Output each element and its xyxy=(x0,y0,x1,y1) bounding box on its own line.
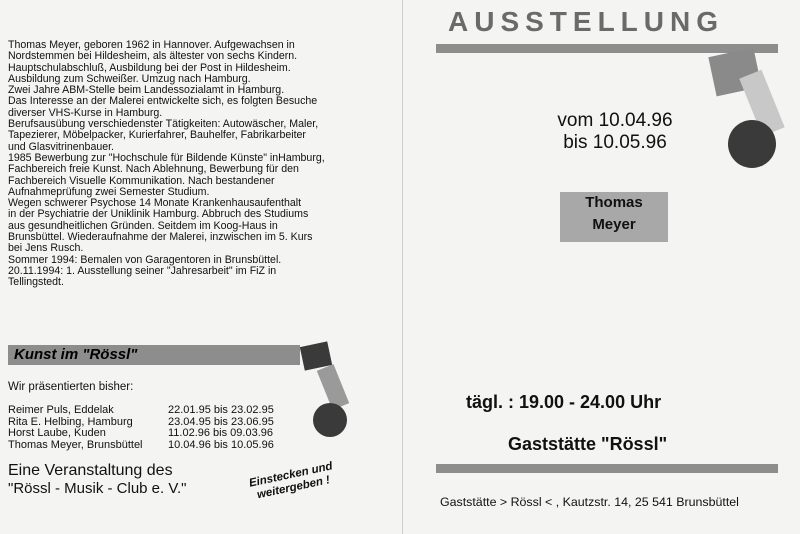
exhibition-dates: 23.04.95 bis 23.06.95 xyxy=(168,415,274,428)
logo-square xyxy=(300,341,332,370)
exhibition-artist: Rita E. Helbing, Hamburg xyxy=(8,415,133,428)
exhibition-dates: 11.02.96 bis 09.03.96 xyxy=(168,427,273,440)
exhibition-intro: Wir präsentierten bisher: xyxy=(8,381,134,393)
opening-hours: tägl. : 19.00 - 24.00 Uhr xyxy=(466,392,662,412)
page-title: AUSSTELLUNG xyxy=(448,6,724,37)
venue-address: Gaststätte > Rössl < , Kautzstr. 14, 25 541 Brunsbüttel xyxy=(440,495,739,509)
exhibition-dates: 22.01.95 bis 23.02.95 xyxy=(168,404,274,416)
logo-circle xyxy=(728,120,776,168)
list-item xyxy=(8,440,318,452)
organizer-line-1: Eine Veranstaltung des xyxy=(8,462,173,479)
fold-line xyxy=(402,0,403,534)
exhibition-artist: Horst Laube, Kuden xyxy=(8,427,106,440)
biography-text: Thomas Meyer, geboren 1962 in Hannover. Aufgewachsen in Nordstemmen bei Hildesheim, als ältester von sechs Kindern. Hauptschulabschluß, Ausbildung bei der Post in Hildesheim. Ausbildung zum Schweißer. Umzug nach Hamburg. Zwei Jahre ABM-Stelle beim Landessozialamt in Hamburg. Das Interesse an der Malerei entwickelte sich, es folgten Besuche diverser VHS-Kurse in Hamburg. Berufsausübung verschiedenster Tätigkeiten: Autowäscher, Maler, Tapezierer, Möbelpacker, Kurierfahrer, Bauhelfer, Fabrikarbeiter und Glasvitrinenbauer. 1985 Bewerbung zur "Hochschule für Bildende Künste" inHamburg, Fachbereich freie Kunst. Nach Ablehnung, Bewerbung für den Fachbereich Visuelle Kommunikation. Nach bestandener Aufnahmeprüfung zwei Semester Studium. Wegen schwerer Psychose 14 Monate Krankenhausaufenthalt in der Psychiatrie der Uniklinik Hamburg. Abbruch des Studiums aus gesundheitlichen Gründen. Seitdem im Koog-Haus in Brunsbüttel. Wiederaufnahme der Malerei, inzwischen im 5. Kurs bei Jens Rusch. Sommer 1994: Bemalen von Garagentoren in Brunsbüttel. 20.11.1994: 1. Ausstellung seiner "Jahresarbeit" im FiZ in Tellingstedt. xyxy=(8,39,325,289)
logo-bar xyxy=(317,364,349,410)
exhibition-period: vom 10.04.96 bis 10.05.96 xyxy=(557,110,673,153)
address-divider xyxy=(436,464,778,473)
geometric-logo-large xyxy=(692,44,798,174)
kunst-title: Kunst im "Rössl" xyxy=(14,346,138,363)
exhibition-dates: 10.04.96 bis 10.05.96 xyxy=(168,438,274,451)
exhibition-list xyxy=(8,405,318,451)
exhibition-artist: Reimer Puls, Eddelak xyxy=(8,404,114,416)
artist-name: Thomas Meyer xyxy=(585,194,643,233)
list-item xyxy=(8,405,318,417)
exhibition-artist: Thomas Meyer, Brunsbüttel xyxy=(8,438,143,451)
geometric-logo-small xyxy=(300,340,378,440)
logo-circle xyxy=(313,403,347,437)
venue-name: Gaststätte "Rössl" xyxy=(508,434,668,454)
organizer-line-2: "Rössl - Musik - Club e. V." xyxy=(8,480,187,497)
pass-on-stamp: Einstecken und weitergeben ! xyxy=(248,460,334,502)
